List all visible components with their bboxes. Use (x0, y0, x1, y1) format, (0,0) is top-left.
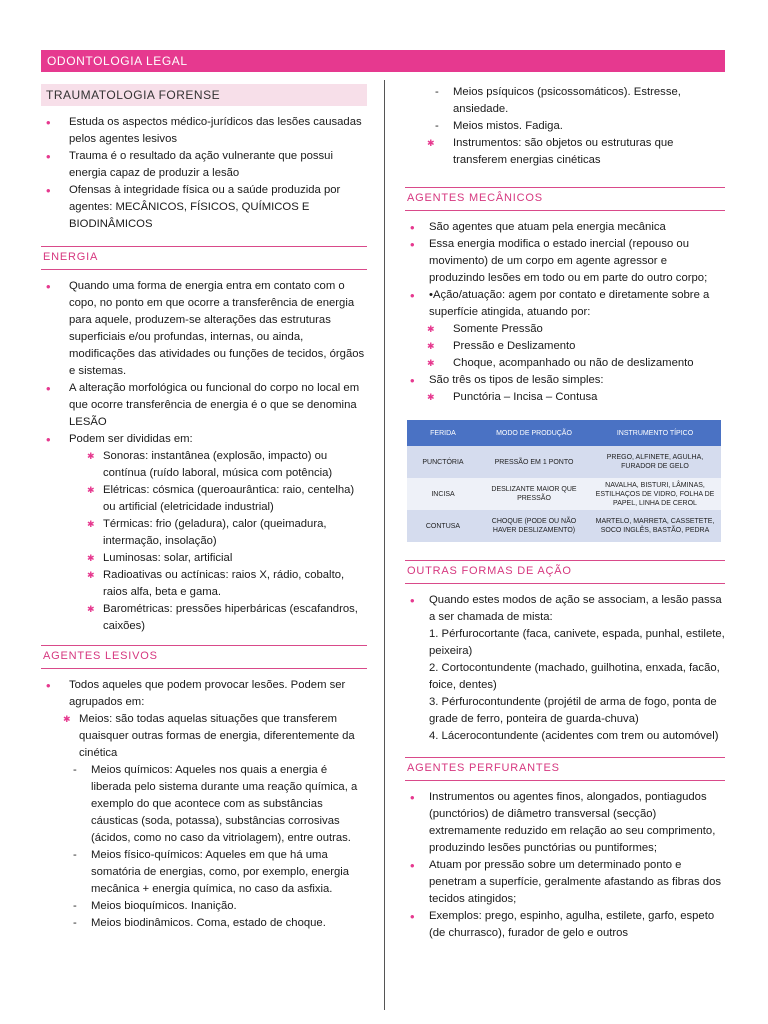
mecanicos-list-2 (405, 372, 725, 389)
instrumentos-list (405, 135, 725, 169)
table-cell: MARTELO, MARRETA, CASSETETE, SOCO INGLÊS, BASTÃO, PEDRA (589, 510, 721, 542)
section-rule (405, 757, 725, 758)
lesivos-section-title: AGENTES LESIVOS (43, 650, 158, 662)
feridas-table (407, 420, 721, 542)
list-item: • Exemplos: prego, espinho, agulha, estilete, garfo, espeto (de churrasco), furador de gelo e outros (405, 908, 725, 942)
mixed-lesion-line: 1. Pérfurocortante (faca, canivete, espada, punhal, estilete, peixeira) (429, 628, 725, 657)
mixed-lesion-line: 2. Cortocontundente (machado, guilhotina, enxada, facão, foice, dentes) (429, 662, 720, 691)
table-header: MODO DE PRODUÇÃO (479, 420, 589, 446)
list-item: ✱ Instrumentos: são objetos ou estruturas que transferem energias cinéticas (427, 135, 725, 169)
list-item: - Meios psíquicos (psicossomáticos). Estresse, ansiedade. (431, 84, 725, 118)
list-item: ✱ Choque, acompanhado ou não de deslizamento (427, 355, 725, 372)
table-cell: PREGO, ALFINETE, AGULHA, FURADOR DE GELO (589, 446, 721, 478)
section-rule (405, 560, 725, 561)
list-item: - Meios biodinâmicos. Coma, estado de choque. (69, 915, 367, 932)
outras-section-title: OUTRAS FORMAS DE AÇÃO (407, 565, 572, 577)
list-item: ✱ Barométricas: pressões hiperbáricas (escafandros, caixões) (87, 601, 367, 635)
section-rule (41, 645, 367, 646)
page-title: ODONTOLOGIA LEGAL (47, 54, 188, 68)
list-item: • •Ação/atuação: agem por contato e diretamente sobre a superfície atingida, atuando por: (405, 287, 725, 321)
list-item: - Meios físico-químicos: Aqueles em que há uma somatória de energias, como, por exemplo, energia mecânica + energia química, no caso da asfixia. (69, 847, 367, 898)
lesivos-sublist (41, 711, 367, 762)
trauma-list (41, 114, 367, 233)
table-cell: INCISA (407, 478, 479, 510)
mecanicos-section-title: AGENTES MECÂNICOS (407, 192, 543, 204)
section-rule (405, 583, 725, 584)
list-item: • Estuda os aspectos médico-jurídicos das lesões causadas pelos agentes lesivos (41, 114, 367, 148)
list-item: ✱ Radioativas ou actínicas: raios X, rádio, cobalto, raios alfa, beta e gama. (87, 567, 367, 601)
list-item: ✱ Punctória – Incisa – Contusa (427, 389, 725, 406)
list-item: ✱ Elétricas: cósmica (queroaurântica: raio, centelha) ou artificial (eletricidade industrial) (87, 482, 367, 516)
list-item: • Quando estes modos de ação se associam, a lesão passa a ser chamada de mista: (405, 592, 725, 626)
list-item: • A alteração morfológica ou funcional do corpo no local em que ocorre transferência de energia é o que se denomina LESÃO (41, 380, 367, 431)
list-item: ✱ Somente Pressão (427, 321, 725, 338)
outras-list (405, 592, 725, 626)
perfurantes-list (405, 789, 725, 942)
table-header-row (407, 420, 721, 446)
list-item: • Quando uma forma de energia entra em contato com o copo, no ponto em que ocorre a transferência de energia para aquele, produzem-se alterações das estruturas superficiais e/ou profundas, internas, ou ainda, modificações das atividades ou funções de tecidos, órgãos e sistemas. (41, 278, 367, 380)
table-cell: PUNCTÓRIA (407, 446, 479, 478)
list-item: ✱ Térmicas: frio (geladura), calor (queimadura, intermação, insolação) (87, 516, 367, 550)
table-row (407, 478, 721, 510)
list-item: • São agentes que atuam pela energia mecânica (405, 219, 725, 236)
section-rule (41, 668, 367, 669)
mecanicos-sublist-2 (405, 389, 725, 406)
lesivos-list (41, 677, 367, 711)
meios-dash-list-continued (405, 84, 725, 135)
list-item: - Meios bioquímicos. Inanição. (69, 898, 367, 915)
trauma-section-title: TRAUMATOLOGIA FORENSE (41, 84, 367, 106)
list-item: • São três os tipos de lesão simples: (405, 372, 725, 389)
list-item: • Todos aqueles que podem provocar lesões. Podem ser agrupados em: (41, 677, 367, 711)
left-column (41, 84, 367, 932)
mecanicos-list (405, 219, 725, 321)
table-cell: PRESSÃO EM 1 PONTO (479, 446, 589, 478)
page-title-banner (41, 50, 725, 72)
section-rule (41, 246, 367, 247)
list-item: • Podem ser divididas em: (41, 431, 367, 448)
list-item: ✱ Luminosas: solar, artificial (87, 550, 367, 567)
table-cell: NAVALHA, BISTURI, LÂMINAS, ESTILHAÇOS DE VIDRO, FOLHA DE PAPEL, LINHA DE CEROL (589, 478, 721, 510)
energia-list (41, 278, 367, 448)
section-rule (405, 780, 725, 781)
mecanicos-sublist (405, 321, 725, 372)
table-row (407, 446, 721, 478)
right-column (405, 84, 725, 942)
table-cell: DESLIZANTE MAIOR QUE PRESSÃO (479, 478, 589, 510)
mixed-lesion-line: 3. Pérfurocontundente (projétil de arma de fogo, ponta de grade de ferro, ponteira de guarda-chuva) (429, 696, 717, 725)
list-item: ✱ Meios: são todas aquelas situações que transferem quaisquer outras formas de energia, diferentemente da cinética (63, 711, 367, 762)
list-item: • Atuam por pressão sobre um determinado ponto e penetram a superfície, geralmente afastando as fibras dos tecidos atingidos; (405, 857, 725, 908)
list-item: • Instrumentos ou agentes finos, alongados, pontiagudos (punctórios) de diâmetro transversal (secção) extremamente reduzido em relação ao seu comprimento, produzindo lesões punctórias ou puntiformes; (405, 789, 725, 857)
energia-sublist (41, 448, 367, 635)
outras-lines (405, 626, 725, 745)
perfurantes-section-title: AGENTES PERFURANTES (407, 762, 560, 774)
table-cell: CONTUSA (407, 510, 479, 542)
section-rule (405, 210, 725, 211)
list-item: - Meios químicos: Aqueles nos quais a energia é liberada pelo sistema durante uma reação química, a exemplo do que acontece com as substâncias cáusticas (soda, potassa), substâncias corrosivas (ácidos, como no caso da vitriolagem), entre outras. (69, 762, 367, 847)
section-rule (41, 269, 367, 270)
list-item: ✱ Pressão e Deslizamento (427, 338, 725, 355)
energia-section-title: ENERGIA (43, 251, 99, 263)
list-item: ✱ Sonoras: instantânea (explosão, impacto) ou contínua (ruído laboral, música com potência) (87, 448, 367, 482)
list-item: • Essa energia modifica o estado inercial (repouso ou movimento) de um corpo em agente agressor e produzindo lesões em todo ou em parte do outro corpo; (405, 236, 725, 287)
section-rule (405, 187, 725, 188)
mixed-lesion-line: 4. Lácerocontundente (acidentes com trem ou automóvel) (429, 730, 719, 742)
list-item: • Ofensas à integridade física ou a saúde produzida por agentes: MECÂNICOS, FÍSICOS, QUÍMICOS E BIODINÂMICOS (41, 182, 367, 233)
table-header: INSTRUMENTO TÍPICO (589, 420, 721, 446)
column-divider (384, 80, 385, 1010)
list-item: - Meios mistos. Fadiga. (431, 118, 725, 135)
table-cell: CHOQUE (PODE OU NÃO HAVER DESLIZAMENTO) (479, 510, 589, 542)
list-item: • Trauma é o resultado da ação vulnerante que possui energia capaz de produzir a lesão (41, 148, 367, 182)
table-row (407, 510, 721, 542)
table-header: FERIDA (407, 420, 479, 446)
meios-dash-list (41, 762, 367, 932)
